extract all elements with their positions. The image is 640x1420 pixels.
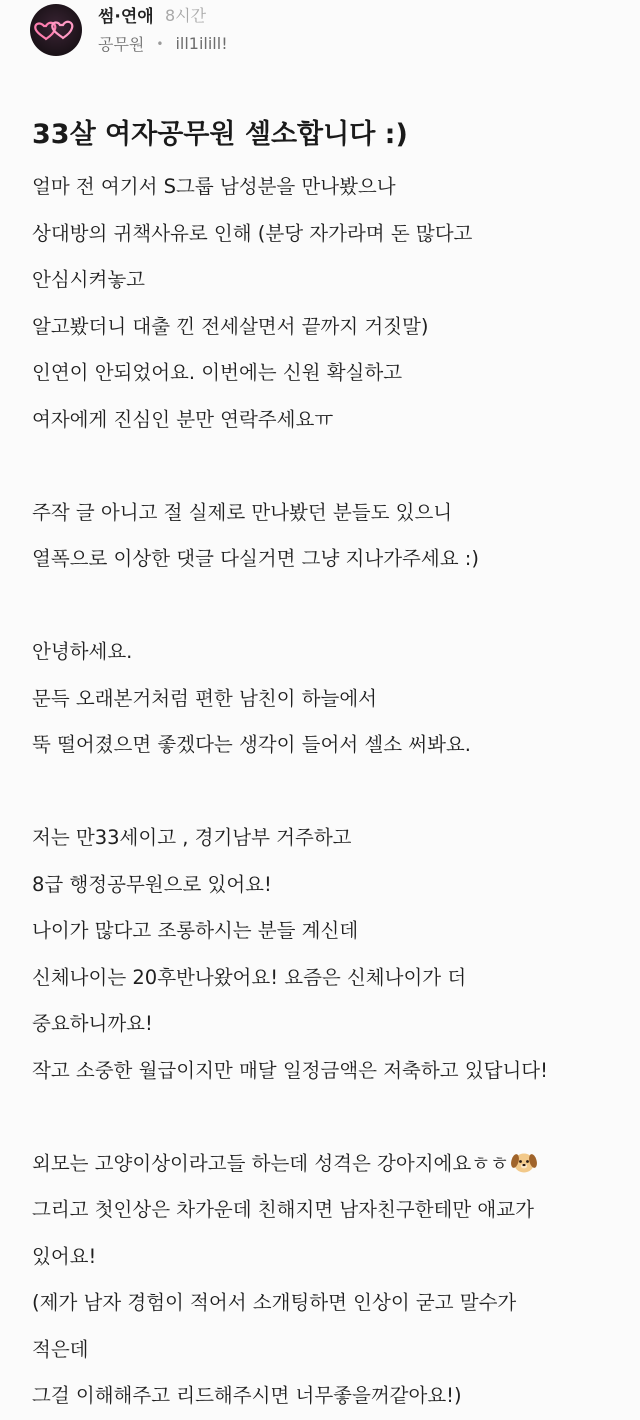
author-meta: [98, 32, 228, 55]
blank-line: [32, 583, 622, 630]
body-line: 얼마 전 여기서 S그룹 남성분을 만나봤으나: [32, 175, 396, 198]
blank-line: [32, 769, 622, 816]
body-line: 여자에게 진심인 분만 연락주세요ㅠ: [32, 407, 334, 431]
blank-line: [32, 1094, 622, 1141]
body-line: 8급 행정공무원으로 있어요!: [32, 872, 272, 896]
body-line: 있어요!: [32, 1244, 97, 1268]
body-line: 인연이 안되었어요. 이번에는 신원 확실하고: [32, 361, 403, 384]
author-job: 공무원: [98, 35, 145, 54]
body-line: 나이가 많다고 조롱하시는 분들 계신데: [32, 919, 359, 942]
post-time: 8시간: [165, 6, 207, 25]
body-line: (제가 남자 경험이 적어서 소개팅하면 인상이 굳고 말수가: [32, 1291, 517, 1314]
body-line: 그리고 첫인상은 차가운데 친해지면 남자친구한테만 애교가: [32, 1198, 534, 1221]
body-line: 문득 오래본거처럼 편한 남친이 하늘에서: [32, 686, 378, 710]
body-line: 적은데: [32, 1337, 89, 1361]
body-line: 뚝 떨어졌으면 좋겠다는 생각이 들어서 셀소 써봐요.: [32, 733, 471, 756]
channel-name[interactable]: 썸·연애: [98, 7, 154, 27]
body-line: 안녕하세요.: [32, 640, 133, 663]
post-header: [0, 0, 640, 86]
body-line: 저는 만33세이고 , 경기남부 거주하고: [32, 826, 352, 849]
dog-face-icon: [511, 1145, 537, 1192]
channel-avatar[interactable]: [30, 4, 82, 56]
neon-hearts-icon: [30, 4, 82, 56]
body-line-with-emoji: [32, 1141, 622, 1188]
post-title: 33살 여자공무원 셀소합니다 :): [32, 119, 408, 150]
body-line: 그걸 이해해주고 리드해주시면 너무좋을꺼같아요!): [32, 1384, 462, 1407]
body-line: 작고 소중한 월급이지만 매달 일정금액은 저축하고 있답니다!: [32, 1058, 548, 1082]
body-line: 안심시켜놓고: [32, 268, 146, 291]
body-line-text: 외모는 고양이상이라고들 하는데 성격은 강아지에요ㅎㅎ: [32, 1151, 509, 1175]
body-line: 주작 글 아니고 절 실제로 만나봤던 분들도 있으니: [32, 500, 453, 524]
body-line: 신체나이는 20후반나왔어요! 요즘은 신체나이가 더: [32, 965, 467, 989]
blank-line: [32, 443, 622, 490]
body-line: 중요하니까요!: [32, 1012, 153, 1035]
body-line: 열폭으로 이상한 댓글 다실거면 그냥 지나가주세요 :): [32, 547, 479, 570]
body-line: 알고봤더니 대출 낀 전세살면서 끝까지 거짓말): [32, 314, 429, 338]
separator-dot: •: [156, 36, 164, 51]
post-body: [32, 164, 622, 1420]
body-line: 상대방의 귀책사유로 인해 (분당 자가라며 돈 많다고: [32, 221, 473, 245]
author-name[interactable]: ill1ilill!: [175, 34, 228, 53]
